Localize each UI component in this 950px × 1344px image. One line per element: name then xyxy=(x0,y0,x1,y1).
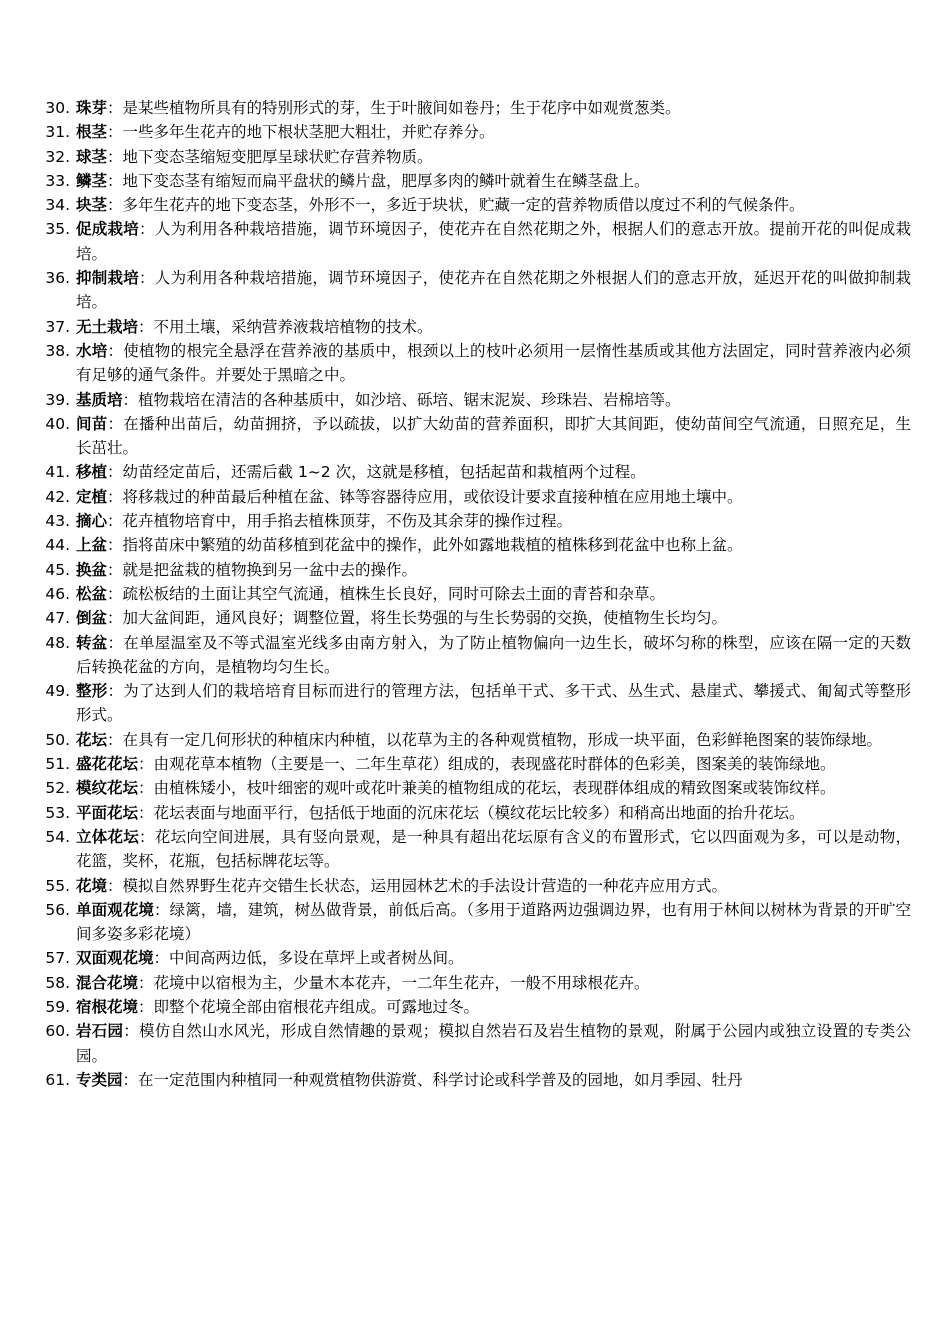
entry-term: 整形 xyxy=(76,682,108,701)
glossary-entry xyxy=(0,874,950,898)
entry-text xyxy=(76,679,911,728)
entry-definition: ：在具有一定几何形状的种植床内种植，以花草为主的各种观赏植物，形成一块平面，色彩鲜艳图案的装饰绿地。 xyxy=(107,730,883,749)
entry-term: 双面观花境 xyxy=(76,949,154,968)
glossary-entry xyxy=(0,995,950,1019)
glossary-entry xyxy=(0,460,950,484)
entry-number: 30. xyxy=(45,99,70,117)
entry-definition: ：中间高两边低，多设在草坪上或者树丛间。 xyxy=(153,949,464,968)
entry-number: 43. xyxy=(45,512,70,531)
entry-text xyxy=(76,412,911,461)
entry-text xyxy=(76,388,911,412)
entry-term: 鳞茎 xyxy=(76,171,108,190)
entry-number: 34. xyxy=(45,196,70,215)
entry-text xyxy=(76,728,911,752)
entry-text xyxy=(76,460,911,484)
entry-term: 根茎 xyxy=(76,123,108,142)
entry-number: 47. xyxy=(45,609,70,628)
entry-text xyxy=(76,217,911,266)
entry-term: 定植 xyxy=(76,487,108,506)
glossary-entry xyxy=(0,533,950,557)
glossary-entry xyxy=(0,801,950,825)
entry-number: 44. xyxy=(45,536,70,555)
entry-number: 51. xyxy=(45,755,70,774)
glossary-entry xyxy=(0,631,950,680)
entry-definition: ：是某些植物所具有的特别形式的芽，生于叶腋间如卷丹；生于花序中如观赏葱类。 xyxy=(107,99,681,117)
entry-definition: ：人为利用各种栽培措施，调节环境因子，使花卉在自然花期之外，根据人们的意志开放。提前开花的叫促成栽培。 xyxy=(76,220,911,263)
glossary-entry xyxy=(0,412,950,461)
entry-definition: ：不用土壤，采纳营养液栽培植物的技术。 xyxy=(138,317,433,336)
entry-definition: ：使植物的根完全悬浮在营养液的基质中，根颈以上的枝叶必须用一层惰性基质或其他方法固定，同时营养液内必须有足够的通气条件。并要处于黑暗之中。 xyxy=(76,341,911,385)
glossary-entry xyxy=(0,825,950,874)
entry-text xyxy=(76,533,911,557)
entry-text xyxy=(76,898,911,947)
entry-term: 松盆 xyxy=(76,584,108,603)
glossary-entry xyxy=(0,339,950,388)
entry-definition: ：模仿自然山水风光，形成自然情趣的景观；模拟自然岩石及岩生植物的景观，附属于公园内或独立设置的专类公园。 xyxy=(76,1022,911,1065)
entry-number: 38. xyxy=(45,341,70,360)
entry-number: 55. xyxy=(45,876,70,895)
entry-term: 平面花坛 xyxy=(76,803,139,822)
glossary-entry xyxy=(0,145,950,169)
entry-text xyxy=(76,606,911,630)
entry-term: 倒盆 xyxy=(76,609,108,628)
glossary-entry xyxy=(0,898,950,947)
entry-term: 球茎 xyxy=(76,147,108,166)
entry-number: 54. xyxy=(45,827,70,846)
entry-definition: ：为了达到人们的栽培培育目标而进行的管理方法，包括单干式、多干式、丛生式、悬崖式、攀援式、匍匐式等整形形式。 xyxy=(76,682,911,725)
glossary-entry xyxy=(0,96,950,120)
entry-definition: ：花坛表面与地面平行，包括低于地面的沉床花坛（模纹花坛比较多）和稍高出地面的抬升花坛。 xyxy=(138,803,805,822)
entry-definition: ：疏松板结的土面让其空气流通，植株生长良好，同时可除去土面的青苔和杂草。 xyxy=(107,584,666,603)
entry-term: 水培 xyxy=(76,341,108,360)
entry-term: 岩石园 xyxy=(76,1022,124,1041)
entry-number: 61. xyxy=(45,1070,70,1089)
entry-number: 33. xyxy=(45,171,70,190)
glossary-entry xyxy=(0,752,950,776)
entry-term: 促成栽培 xyxy=(76,220,140,239)
entry-number: 42. xyxy=(45,487,70,506)
entry-text xyxy=(76,752,911,776)
entry-term: 间苗 xyxy=(76,414,108,433)
entry-text xyxy=(76,315,911,339)
entry-term: 抑制栽培 xyxy=(76,269,140,288)
entry-definition: ：就是把盆栽的植物换到另一盆中去的操作。 xyxy=(107,560,418,579)
entry-number: 40. xyxy=(45,414,70,433)
glossary-entry xyxy=(0,946,950,970)
entry-term: 上盆 xyxy=(76,536,108,555)
glossary-entry xyxy=(0,679,950,728)
glossary-entry xyxy=(0,193,950,217)
entry-text xyxy=(76,1068,911,1092)
entry-definition: ：人为利用各种栽培措施，调节环境因子，使花卉在自然花期之外根据人们的意志开放，延迟开花的叫做抑制栽培。 xyxy=(76,269,911,312)
entry-number: 48. xyxy=(45,633,70,652)
entry-text xyxy=(76,874,911,898)
glossary-entry xyxy=(0,388,950,412)
entry-definition: ：植物栽培在清洁的各种基质中，如沙培、砾培、锯末泥炭、珍珠岩、岩棉培等。 xyxy=(122,390,681,409)
document-page xyxy=(0,96,950,1092)
entry-definition: ：一些多年生花卉的地下根状茎肥大粗壮，并贮存养分。 xyxy=(107,123,495,142)
entry-number: 36. xyxy=(45,269,70,288)
glossary-entry xyxy=(0,485,950,509)
entry-text xyxy=(76,776,911,800)
glossary-entry xyxy=(0,606,950,630)
entry-term: 花坛 xyxy=(76,730,108,749)
entry-definition: ：花境中以宿根为主，少量木本花卉，一二年生花卉，一般不用球根花卉。 xyxy=(138,973,650,992)
entry-term: 宿根花境 xyxy=(76,997,139,1016)
entry-term: 立体花坛 xyxy=(76,827,140,846)
entry-text xyxy=(76,631,911,680)
entry-text xyxy=(76,582,911,606)
entry-definition: ：地下变态茎缩短变肥厚呈球状贮存营养物质。 xyxy=(107,147,433,166)
entry-number: 45. xyxy=(45,560,70,579)
entry-term: 移植 xyxy=(76,463,108,482)
entry-term: 混合花境 xyxy=(76,973,139,992)
entry-number: 50. xyxy=(45,730,70,749)
entry-definition: ：在播种出苗后，幼苗拥挤，予以疏拔，以扩大幼苗的营养面积，即扩大其间距，使幼苗间空气流通，日照充足，生长茁壮。 xyxy=(76,414,911,458)
entry-text xyxy=(76,1019,911,1068)
entry-term: 盛花花坛 xyxy=(76,755,139,774)
entry-number: 31. xyxy=(45,123,70,142)
entry-definition: ：花卉植物培育中，用手掐去植株顶芽，不伤及其余芽的操作过程。 xyxy=(107,512,573,531)
entry-definition: ：幼苗经定苗后，还需后截 1~2 次，这就是移植，包括起苗和栽植两个过程。 xyxy=(107,463,646,482)
entry-number: 41. xyxy=(45,463,70,482)
entry-number: 58. xyxy=(45,973,70,992)
entry-text xyxy=(76,995,911,1019)
entry-definition: ：指将苗床中繁殖的幼苗移植到花盆中的操作，此外如露地栽植的植株移到花盆中也称上盆。 xyxy=(107,536,743,555)
entry-text xyxy=(76,971,911,995)
entry-number: 59. xyxy=(45,997,70,1016)
entry-number: 60. xyxy=(45,1022,70,1041)
entry-number: 53. xyxy=(45,803,70,822)
entry-text xyxy=(76,946,911,970)
glossary-entry xyxy=(0,971,950,995)
entry-definition: ：将移栽过的种苗最后种植在盆、钵等容器待应用，或依设计要求直接种植在应用地土壤中。 xyxy=(107,487,743,506)
entry-text xyxy=(76,509,911,533)
entry-term: 珠芽 xyxy=(76,99,108,117)
glossary-entry xyxy=(0,1019,950,1068)
glossary-entry xyxy=(0,509,950,533)
entry-definition: ：多年生花卉的地下变态茎，外形不一，多近于块状，贮藏一定的营养物质借以度过不利的气候条件。 xyxy=(107,196,805,215)
entry-term: 花境 xyxy=(76,876,108,895)
entry-text xyxy=(76,120,911,144)
entry-text xyxy=(76,96,911,120)
glossary-entry xyxy=(0,169,950,193)
entry-term: 转盆 xyxy=(76,633,108,652)
entry-number: 49. xyxy=(45,682,70,701)
entry-text xyxy=(76,193,911,217)
glossary-entry xyxy=(0,728,950,752)
entry-definition: ：由植株矮小，枝叶细密的观叶或花叶兼美的植物组成的花坛，表现群体组成的精致图案或装饰纹样。 xyxy=(138,779,836,798)
entry-term: 换盆 xyxy=(76,560,108,579)
entry-term: 基质培 xyxy=(76,390,123,409)
glossary-entry xyxy=(0,266,950,315)
entry-definition: ：地下变态茎有缩短而扁平盘状的鳞片盘，肥厚多肉的鳞叶就着生在鳞茎盘上。 xyxy=(107,171,650,190)
entry-number: 35. xyxy=(45,220,70,239)
entry-definition: ：模拟自然界野生花卉交错生长状态，运用园林艺术的手法设计营造的一种花卉应用方式。 xyxy=(107,876,728,895)
entry-number: 39. xyxy=(45,390,70,409)
entry-term: 摘心 xyxy=(76,512,108,531)
entry-text xyxy=(76,266,911,315)
entry-definition: ：花坛向空间进展，具有竖向景观，是一种具有超出花坛原有含义的布置形式，它以四面观为多，可以是动物，花篮，奖杯，花瓶，包括标牌花坛等。 xyxy=(76,827,911,871)
glossary-entry xyxy=(0,120,950,144)
glossary-entry xyxy=(0,582,950,606)
entry-text xyxy=(76,339,911,388)
entry-text xyxy=(76,801,911,825)
glossary-entry xyxy=(0,1068,950,1092)
entry-definition: ：即整个花境全部由宿根花卉组成。可露地过冬。 xyxy=(138,997,480,1016)
entry-number: 32. xyxy=(45,147,70,166)
entry-definition: ：加大盆间距，通风良好；调整位置，将生长势强的与生长势弱的交换，使植物生长均匀。 xyxy=(107,609,728,628)
entry-number: 56. xyxy=(45,900,70,919)
entry-text xyxy=(76,145,911,169)
glossary-entry xyxy=(0,217,950,266)
entry-term: 模纹花坛 xyxy=(76,779,139,798)
entry-number: 37. xyxy=(45,317,70,336)
entry-number: 57. xyxy=(45,949,70,968)
entry-definition: ：在单屋温室及不等式温室光线多由南方射入，为了防止植物偏向一边生长，破坏匀称的株型，应该在隔一定的天数后转换花盆的方向，是植物均匀生长。 xyxy=(76,633,911,676)
entry-number: 46. xyxy=(45,584,70,603)
entry-definition: ：绿篱，墙，建筑，树丛做背景，前低后高。（多用于道路两边强调边界，也有用于林间以树林为背景的开旷空间多姿多彩花境） xyxy=(76,900,911,944)
entry-number: 52. xyxy=(45,779,70,798)
entry-definition: ：在一定范围内种植同一种观赏植物供游赏、科学讨论或科学普及的园地，如月季园、牡丹 xyxy=(122,1070,743,1089)
entry-term: 专类园 xyxy=(76,1070,123,1089)
entry-term: 无土栽培 xyxy=(76,317,139,336)
entry-text xyxy=(76,558,911,582)
entry-text xyxy=(76,825,911,874)
entry-text xyxy=(76,169,911,193)
entry-definition: ：由观花草本植物（主要是一、二年生草花）组成的，表现盛花时群体的色彩美，图案美的装饰绿地。 xyxy=(138,755,836,774)
entry-term: 单面观花境 xyxy=(76,900,155,919)
glossary-entry xyxy=(0,315,950,339)
entry-text xyxy=(76,485,911,509)
glossary-entry xyxy=(0,558,950,582)
entry-term: 块茎 xyxy=(76,196,108,215)
glossary-entry xyxy=(0,776,950,800)
